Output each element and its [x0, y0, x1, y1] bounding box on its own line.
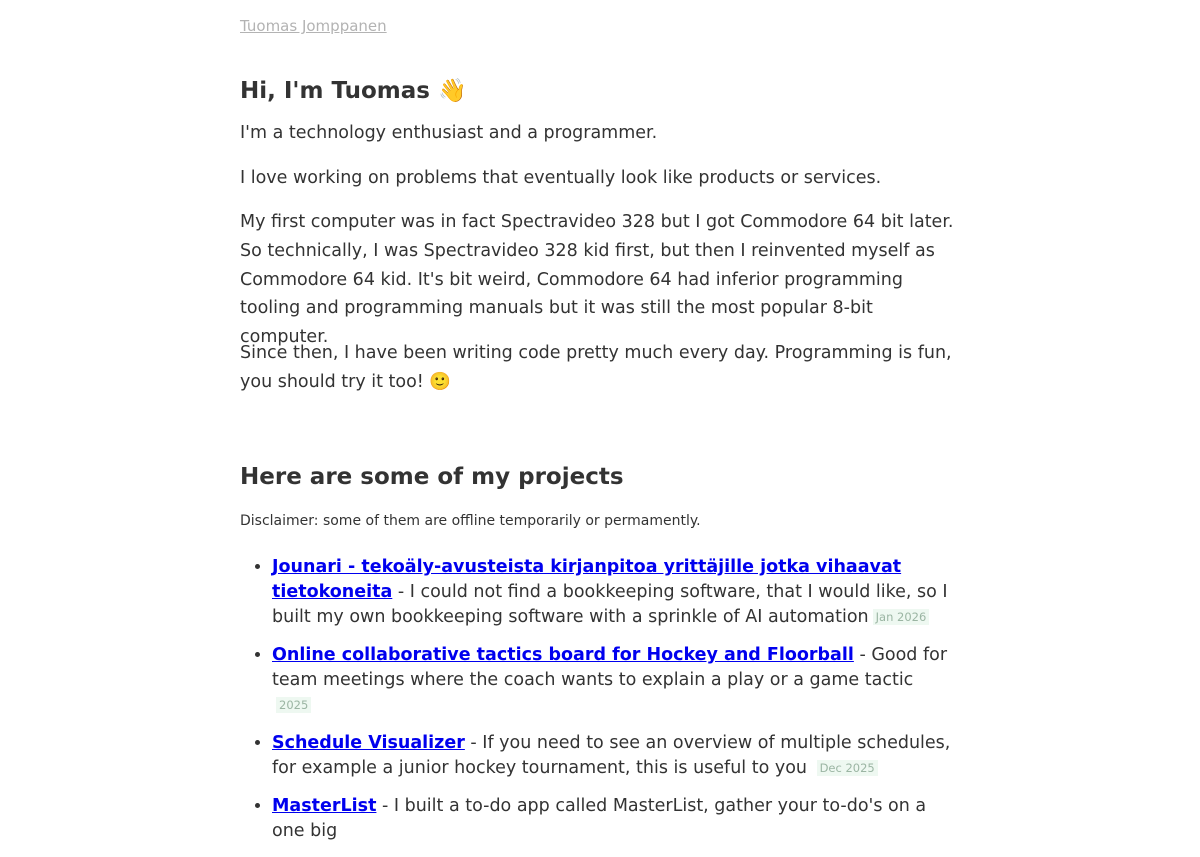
project-link-schedule-visualizer[interactable]: Schedule Visualizer [272, 733, 465, 753]
project-description: - I could not find a bookkeeping software, that I would like, so I built my own bookkeeping software with a sprinkle of AI automation [272, 582, 948, 627]
project-date-badge: Dec 2025 [817, 760, 878, 776]
site-name-link[interactable]: Tuomas Jomppanen [240, 17, 387, 35]
project-link-masterlist[interactable]: MasterList [272, 796, 377, 816]
projects-disclaimer: Disclaimer: some of them are offline temporarily or permamently. [240, 513, 701, 529]
intro-paragraph: My first computer was in fact Spectravideo 328 but I got Commodore 64 bit later. So technically, I was Spectravideo 328 kid first, but then I reinvented myself as Commodore 64 kid. It's bit weird, Commodore 64 had inferior programming tooling and programming manuals but it was still the most popular 8-bit computer. [240, 212, 954, 348]
project-item [272, 731, 952, 781]
project-date-badge: Jan 2026 [873, 609, 930, 625]
project-link-tactics-board[interactable]: Online collaborative tactics board for Hockey and Floorball [272, 645, 854, 665]
project-description: - I built a to-do app called MasterList, gather your to-do's on a one big [272, 796, 927, 841]
project-link-jounari[interactable]: Jounari - tekoäly-avusteista kirjanpitoa yrittäjille jotka vihaavat tietokoneita [272, 557, 902, 602]
intro-paragraph: I'm a technology enthusiast and a programmer. [240, 123, 658, 143]
project-description: - If you need to see an overview of multiple schedules, for example a junior hockey tournament, this is useful to you [272, 733, 951, 778]
project-item [272, 555, 952, 630]
project-item [272, 794, 952, 844]
project-item [272, 643, 952, 718]
projects-heading: Here are some of my projects [240, 464, 624, 490]
projects-list [240, 555, 952, 857]
project-description: - Good for team meetings where the coach wants to explain a play or a game tactic [272, 645, 948, 690]
project-date-badge: 2025 [276, 697, 311, 713]
intro-paragraph: Since then, I have been writing code pretty much every day. Programming is fun, you should try it too! 🙂 [240, 343, 952, 392]
intro-paragraph: I love working on problems that eventually look like products or services. [240, 168, 882, 188]
intro-heading: Hi, I'm Tuomas 👋 [240, 78, 467, 104]
